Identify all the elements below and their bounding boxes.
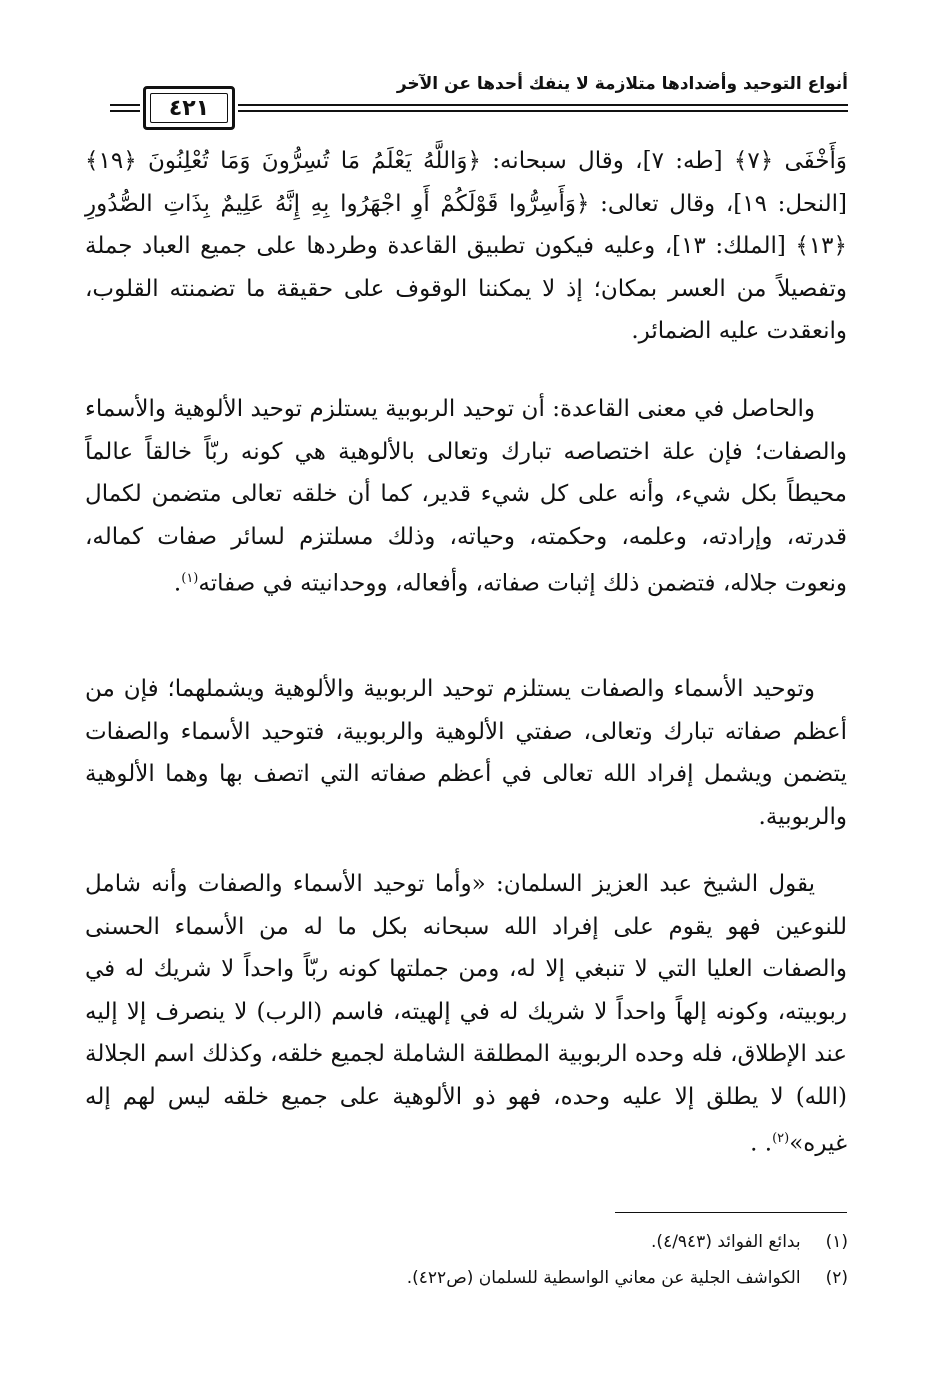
page-number-frame — [143, 86, 235, 130]
header-rule-left — [110, 104, 140, 106]
paragraph-1-text: وَأَخْفَى ﴿٧﴾ [طه: ٧]، وقال سبحانه: ﴿وَاللَّهُ يَعْلَمُ مَا تُسِرُّونَ وَمَا تُعْلِنُونَ ﴿١٩﴾ [النحل: ١٩]، وقال تعالى: ﴿وَأَسِرُّوا قَوْلَكُمْ أَوِ اجْهَرُوا بِهِ إِنَّهُ عَلِيمٌ بِذَاتِ الصُّدُورِ ﴿١٣﴾ [الملك: ١٣]، وعليه فيكون تطبيق القاعدة وطردها على جميع العباد جملة وتفصيلاً من العسر بمكان؛ إذ لا يمكننا الوقوف على حقيقة ما تضمنته القلوب، وانعقدت عليه الضمائر. — [85, 148, 848, 344]
footnote-1 — [88, 1224, 848, 1260]
paragraph-4 — [85, 863, 847, 1165]
running-header-title: أنواع التوحيد وأضدادها متلازمة لا ينفك أحدها عن الآخر — [396, 74, 848, 94]
footnote-2-text: الكواشف الجلية عن معاني الواسطية للسلمان (ص٤٢٢). — [406, 1268, 801, 1288]
footnote-ref-2[interactable]: (٢) — [772, 1131, 790, 1146]
footnote-separator — [615, 1212, 847, 1213]
paragraph-4-body: يقول الشيخ عبد العزيز السلمان: «وأما توحيد الأسماء والصفات وأنه شامل للنوعين فهو يقوم على إفراد الله سبحانه بكل ما له من الأسماء الحسنى والصفات العليا التي لا تنبغي إلا له، ومن جملتها كونه ربّاً واحداً لا شريك له في ربوبيته، وكونه إلهاً واحداً لا شريك له في إلهيته، فاسم (الرب) لا ينصرف إلا إليه عند الإطلاق، فله وحده الربوبية المطلقة الشاملة لجميع خلقه، وكذلك اسم الجلالة (الله) لا يطلق إلا عليه وحده، فهو ذو الألوهية على جميع خلقه ليس لهم إله غيره» — [85, 871, 847, 1157]
paragraph-2 — [85, 388, 847, 605]
paragraph-1 — [85, 140, 847, 353]
footnote-1-text: بدائع الفوائد (٤/٩٤٣). — [651, 1232, 801, 1252]
footnote-2 — [88, 1260, 848, 1296]
header-rule-left-2 — [110, 110, 140, 112]
paragraph-4-end: . . — [750, 1130, 773, 1157]
paragraph-2-end: . — [173, 570, 182, 597]
page-number: ٤٢١ — [168, 95, 210, 121]
paragraph-2-body: والحاصل في معنى القاعدة: أن توحيد الربوبية يستلزم توحيد الألوهية والأسماء والصفات؛ فإن علة اختصاصه تبارك وتعالى بالألوهية هي كونه ربّاً خالقاً عالماً محيطاً بكل شيء، وأنه على كل شيء قدير، كما أن خلقه تعالى متضمن لكمال قدرته، وإرادته، وعلمه، وحكمته، وحياته، وذلك مسلتزم لسائر صفات كماله، ونعوت جلاله، فتضمن ذلك إثبات صفاته، وأفعاله، ووحدانيته في صفاته — [85, 396, 847, 597]
footnotes — [88, 1224, 848, 1296]
footnote-2-number: (٢) — [825, 1268, 848, 1288]
paragraph-3 — [85, 668, 847, 838]
header-rule-right-2 — [238, 110, 848, 112]
footnote-ref-1[interactable]: (١) — [181, 571, 199, 586]
header-rule-right — [238, 104, 848, 106]
paragraph-3-text: وتوحيد الأسماء والصفات يستلزم توحيد الربوبية والألوهية ويشملهما؛ فإن من أعظم صفاته تبارك وتعالى، صفتي الألوهية والربوبية، فتوحيد الأسماء والصفات يتضمن ويشمل إفراد الله تعالى في أعظم صفاته التي اتصف بها وهما الألوهية والربوبية. — [85, 676, 847, 830]
paragraph-2-text — [85, 388, 847, 605]
paragraph-4-text — [85, 863, 847, 1165]
footnote-1-number: (١) — [825, 1232, 848, 1252]
